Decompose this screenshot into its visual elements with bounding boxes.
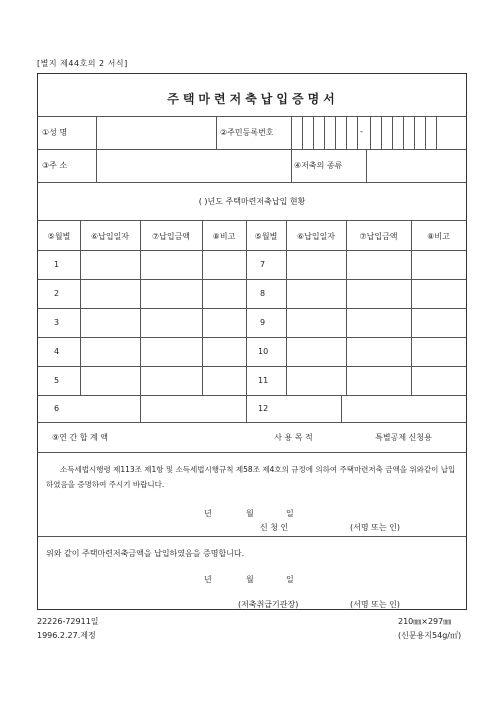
month-cell: 6	[54, 404, 60, 413]
savings-type-label: ④저축의 종류	[294, 161, 343, 170]
month-header-left: ⑤월별	[47, 232, 71, 241]
applicant-label: 신 청 인	[260, 523, 289, 532]
institution-label: (저축취급기관장)	[238, 600, 299, 609]
id-number-label: ②주민등록번호	[220, 128, 274, 137]
month-cell: 2	[54, 289, 60, 298]
footer-paper: (신문용지54g/㎡)	[398, 631, 462, 640]
certify-date-year: 년	[204, 575, 212, 584]
certify-date-day: 일	[286, 575, 294, 584]
month-header-right: ⑤월별	[254, 232, 278, 241]
declaration-text: 소득세법시행령 제113조 제1항 및 소득세법시행규칙 제58조 제4호의 규정에 의하여 주택마련저축 금액을 위와같이 납입하였음을 증명하여 주시기 바랍니다.	[46, 465, 456, 489]
month-cell: 11	[258, 376, 269, 385]
purpose-label: 사 용 목 적	[274, 433, 313, 442]
month-cell: 4	[54, 347, 60, 356]
month-cell: 10	[258, 347, 269, 356]
annual-total-label: ⑨연 간 합 계 액	[52, 433, 108, 442]
name-label: ①성 명	[42, 128, 68, 137]
month-cell: 5	[54, 376, 60, 385]
month-cell: 12	[258, 404, 269, 413]
address-label: ③주 소	[42, 161, 68, 170]
note-header-right: ⑧비고	[427, 232, 450, 241]
status-header: ( )년도 주택마련저축납입 현황	[198, 197, 306, 206]
month-cell: 7	[260, 260, 266, 269]
footer-date: 1996.2.27.제정	[37, 631, 96, 640]
month-cell: 9	[260, 318, 266, 327]
footer-code: 22226-72911일	[37, 617, 99, 626]
institution-sign: (서명 또는 인)	[350, 600, 400, 609]
date-day: 일	[286, 509, 294, 518]
amount-header-left: ⑦납입금액	[151, 232, 191, 241]
form-code: [별지 제44호의 2 서식]	[37, 59, 128, 68]
date-year: 년	[204, 509, 212, 518]
note-header-left: ⑧비고	[212, 232, 236, 241]
date-header-left: ⑥납입일자	[90, 232, 130, 241]
date-header-right: ⑥납입일자	[296, 232, 336, 241]
certify-text: 위와 같이 주택마련저축금액을 납입하였음을 증명합니다.	[46, 549, 245, 558]
id-number-dash: -	[360, 127, 363, 136]
certify-date-month: 월	[246, 575, 254, 584]
footer-size: 210㎜×297㎜	[398, 617, 452, 626]
amount-header-right: ⑦납입금액	[359, 232, 398, 241]
applicant-sign: (서명 또는 인)	[350, 523, 400, 532]
month-cell: 3	[54, 318, 60, 327]
form-title: 주택마련저축납입증명서	[167, 92, 339, 106]
month-cell: 1	[54, 260, 60, 269]
date-month: 월	[246, 509, 254, 518]
certificate-form	[37, 73, 467, 610]
month-cell: 8	[260, 289, 266, 298]
purpose-value: 특별공제 신청용	[375, 433, 432, 442]
